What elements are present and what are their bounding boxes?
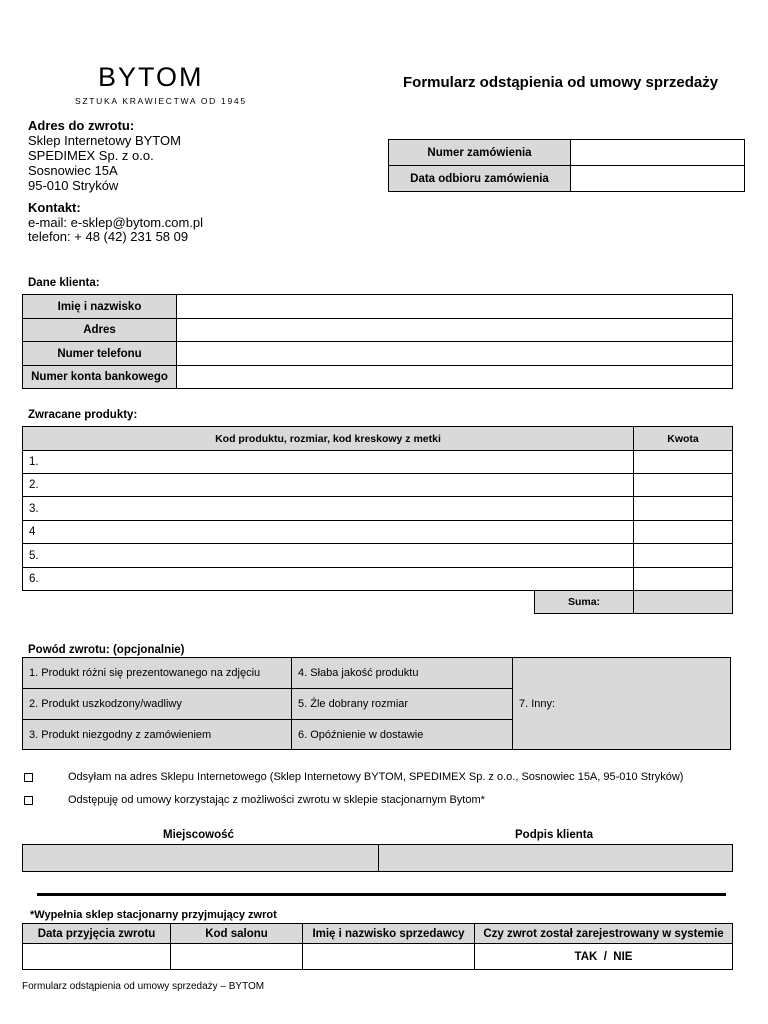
contact-phone: telefon: + 48 (42) 231 58 09 (28, 229, 189, 244)
col-seller-name: Imię i nazwisko sprzedawcy (303, 924, 475, 944)
amount-cell[interactable] (634, 451, 733, 474)
signature-field[interactable] (379, 845, 733, 872)
product-row[interactable]: 3. (23, 497, 634, 521)
col-return-date: Data przyjęcia zwrotu (23, 924, 171, 944)
reasons-heading: Powód zwrotu: (opcjonalnie) (28, 644, 185, 656)
contact-block (28, 201, 203, 245)
reason-option-3[interactable]: 3. Produkt niezgodny z zamówieniem (23, 720, 292, 750)
product-row[interactable]: 6. (23, 568, 634, 591)
sum-field[interactable] (634, 591, 733, 614)
store-option-label: Odstępuję od umowy korzystając z możliwości zwrotu w sklepie stacjonarnym Bytom* (68, 794, 485, 806)
page-footer: Formularz odstąpienia od umowy sprzedaży – BYTOM (22, 981, 265, 992)
product-row[interactable]: 1. (23, 451, 634, 474)
pickup-date-label: Data odbioru zamówienia (389, 166, 571, 192)
pickup-date-field[interactable] (571, 166, 745, 192)
client-table (22, 294, 733, 389)
order-number-field[interactable] (571, 140, 745, 166)
product-row[interactable]: 2. (23, 474, 634, 497)
client-name-field[interactable] (177, 295, 733, 319)
client-bank-field[interactable] (177, 366, 733, 389)
product-row[interactable]: 5. (23, 544, 634, 568)
salon-code-field[interactable] (171, 944, 303, 970)
contact-email: e-mail: e-sklep@bytom.com.pl (28, 214, 204, 230)
reason-option-1[interactable]: 1. Produkt różni się prezentowanego na zdjęciu (23, 658, 292, 689)
signature-label: Podpis klienta (515, 829, 593, 841)
reason-option-6[interactable]: 6. Opóźnienie w dostawie (292, 720, 513, 750)
client-bank-label: Numer konta bankowego (23, 366, 177, 389)
place-label: Miejscowość (163, 829, 234, 841)
reason-option-2[interactable]: 2. Produkt uszkodzony/wadliwy (23, 689, 292, 720)
reason-option-4[interactable]: 4. Słaba jakość produktu (292, 658, 513, 689)
section-divider (37, 893, 726, 896)
ship-checkbox[interactable] (24, 773, 33, 782)
sum-label: Suma: (535, 591, 634, 614)
address-line: Sosnowiec 15A (28, 163, 118, 178)
amount-cell[interactable] (634, 474, 733, 497)
reason-option-5[interactable]: 5. Źle dobrany rozmiar (292, 689, 513, 720)
product-row[interactable]: 4 (23, 521, 634, 544)
brand-tagline: SZTUKA KRAWIECTWA OD 1945 (75, 96, 247, 106)
col-registered: Czy zwrot został zarejestrowany w systemie (475, 924, 733, 944)
registered-yes-no[interactable]: TAK / NIE (475, 944, 733, 970)
col-amount: Kwota (634, 427, 733, 451)
store-note: *Wypełnia sklep stacjonarny przyjmujący zwrot (30, 909, 277, 921)
seller-name-field[interactable] (303, 944, 475, 970)
client-address-label: Adres (23, 319, 177, 342)
address-line: SPEDIMEX Sp. z o.o. (28, 148, 154, 163)
order-number-label: Numer zamówienia (389, 140, 571, 166)
amount-cell[interactable] (634, 568, 733, 591)
client-phone-label: Numer telefonu (23, 342, 177, 366)
address-line: Sklep Internetowy BYTOM (28, 133, 181, 148)
signature-table (22, 844, 733, 872)
store-table (22, 923, 733, 970)
contact-heading: Kontakt: (28, 200, 81, 215)
amount-cell[interactable] (634, 544, 733, 568)
client-address-field[interactable] (177, 319, 733, 342)
amount-cell[interactable] (634, 497, 733, 521)
col-salon-code: Kod salonu (171, 924, 303, 944)
amount-cell[interactable] (634, 521, 733, 544)
store-checkbox[interactable] (24, 796, 33, 805)
reasons-table (22, 657, 731, 750)
client-heading: Dane klienta: (28, 277, 100, 289)
return-date-field[interactable] (23, 944, 171, 970)
brand-logo: BYTOM (98, 62, 204, 92)
client-name-label: Imię i nazwisko (23, 295, 177, 319)
ship-option-label: Odsyłam na adres Sklepu Internetowego (Sklep Internetowy BYTOM, SPEDIMEX Sp. z o.o., Sosnowiec 15A, 95-010 Stryków) (68, 771, 684, 783)
products-table (22, 426, 733, 614)
return-address (28, 118, 181, 193)
return-address-heading: Adres do zwrotu: (28, 118, 135, 133)
order-table (388, 139, 745, 192)
reason-option-7[interactable]: 7. Inny: (513, 658, 731, 750)
page-title: Formularz odstąpienia od umowy sprzedaży (403, 74, 719, 91)
address-line: 95-010 Stryków (28, 178, 119, 193)
products-heading: Zwracane produkty: (28, 409, 138, 421)
client-phone-field[interactable] (177, 342, 733, 366)
col-product-code: Kod produktu, rozmiar, kod kreskowy z metki (23, 427, 634, 451)
place-field[interactable] (23, 845, 379, 872)
